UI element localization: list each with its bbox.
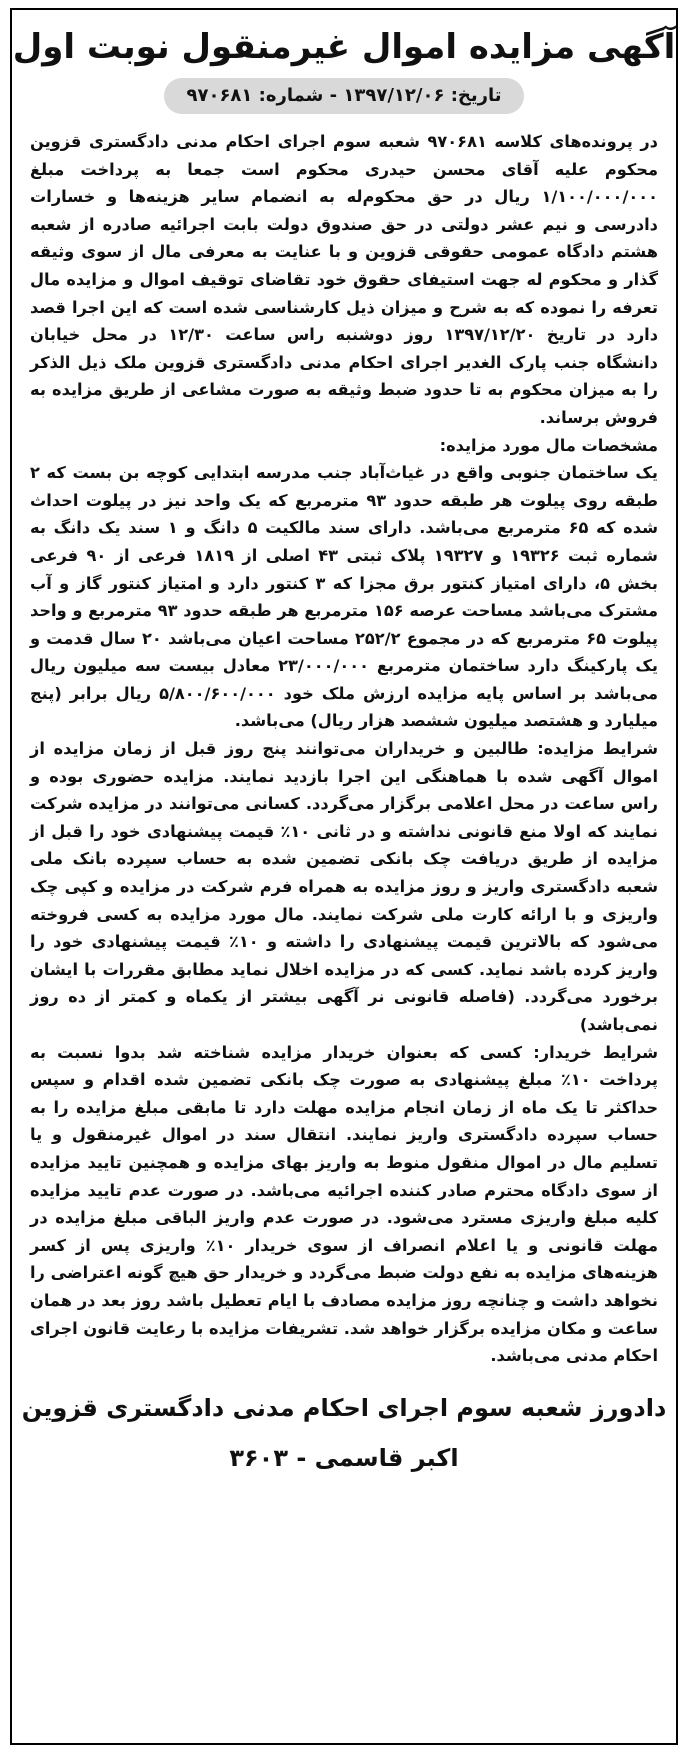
buyer-conditions: شرایط خریدار: کسی که بعنوان خریدار مزایده شناخته شد بدوا نسبت به پرداخت ۱۰٪ مبلغ پیشنهادی به صورت چک بانکی تضمین شده اقدام و سپس حداکثر تا یک ماه از زمان انجام مزایده مهلت دارد تا مابقی مبلغ مزایده را به حساب سپرده دادگستری واریز نمایند. انتقال سند در اموال غیرمنقول و یا تسلیم مال در اموال منقول منوط به واریز بهای مزایده و همچنین تایید مزایده از سوی دادگاه محترم صادر کننده اجرائیه می‌باشد. در صورت عدم تایید مزایده کلیه مبلغ واریزی مسترد می‌شود. در صورت عدم واریز الباقی مبلغ مزایده در مهلت قانونی و یا اعلام انصراف از سوی خریدار ۱۰٪ واریزی پس از کسر هزینه‌های مزایده به نفع دولت ضبط می‌گردد و خریدار حق هیچ گونه اعتراضی را نخواهد داشت و چنانچه روز مزایده مصادف با ایام تعطیل باشد روز بعد در همان ساعت و مکان مزایده برگزار خواهد شد. تشریفات مزایده با رعایت قانون اجرای احکام مدنی می‌باشد.: [30, 1042, 658, 1366]
property-description: یک ساختمان جنوبی واقع در غیاث‌آباد جنب مدرسه ابتدایی کوچه بن بست که ۲ طبقه روی پیلوت هر طبقه حدود ۹۳ مترمربع که یک واحد نیز در پیلوت احداث شده که ۶۵ مترمربع می‌باشد. دارای سند مالکیت ۵ دانگ و ۱ سند یک دانگ به شماره ثبت ۱۹۳۲۶ و ۱۹۳۲۷ پلاک ثبتی ۴۳ اصلی از ۱۸۱۹ فرعی از ۹۰ فرعی بخش ۵، دارای امتیاز کنتور برق مجزا که ۳ کنتور دارد و امتیاز کنتور گاز و آب مشترک می‌باشد مساحت عرصه ۱۵۶ مترمربع هر طبقه حدود ۹۳ مترمربع و واحد پیلوت ۶۵ مترمربع که در مجموع ۲۵۲/۲ مساحت اعیان می‌باشد ۲۰ سال قدمت و یک پارکینگ دارد ساختمان مترمربع ۲۳/۰۰۰/۰۰۰ معادل بیست سه میلیون ریال می‌باشد بر اساس پایه مزایده ارزش ملک خود ۵/۸۰۰/۶۰۰/۰۰۰ ریال برابر (پنج میلیارد و هشتصد میلیون ششصد هزار ریال) می‌باشد.: [30, 463, 659, 731]
case-paragraph: در پرونده‌های کلاسه ۹۷۰۶۸۱ شعبه سوم اجرای احکام مدنی دادگستری قزوین محکوم علیه آقای محسن حیدری محکوم است جمعا به پرداخت مبلغ ۱/۱۰۰/۰۰۰/۰۰۰ ریال در حق محکوم‌له به انضمام سایر هزینه‌ها و خسارات دادرسی و نیم عشر دولتی در حق صندوق دولت بابت اجرائیه صادره از شعبه هشتم دادگاه عمومی حقوقی قزوین و با عنایت به معرفی مال از سوی وثیقه گذار و محکوم له جهت استیفای حقوق خود تقاضای توقیف اموال و مزایده مال تعرفه را نموده که به شرح و میزان ذیل کارشناسی شده است که این اجرا قصد دارد در تاریخ ۱۳۹۷/۱۲/۲۰ روز دوشنبه راس ساعت ۱۲/۳۰ در محل خیابان دانشگاه جنب پارک الغدیر اجرای احکام مدنی دادگستری قزوین ملک ذیل الذکر را به میزان محکوم به تا حدود ضبط وثیقه به صورت مشاعی از طریق مزایده به فروش برساند.: [30, 132, 659, 427]
issuing-office: دادورز شعبه سوم اجرای احکام مدنی دادگستری قزوین: [21, 1393, 667, 1422]
notice-body: [30, 128, 658, 1370]
date-number-badge: تاریخ: ۱۳۹۷/۱۲/۰۶ - شماره: ۹۷۰۶۸۱: [164, 78, 523, 114]
notice-meta-wrapper: [12, 78, 676, 114]
notice-title: آگهی مزایده اموال غیرمنقول نوبت اول: [12, 27, 676, 67]
notice-frame: [10, 8, 678, 1745]
signature-block: [12, 1388, 676, 1478]
signatory-name: اکبر قاسمی - ۳۶۰۳: [229, 1443, 459, 1472]
property-heading: مشخصات مال مورد مزایده:: [439, 435, 658, 455]
auction-conditions: شرایط مزایده: طالبین و خریداران می‌توانند پنج روز قبل از زمان مزایده از اموال آگهی شده با هماهنگی این اجرا بازدید نمایند. مزایده حضوری بوده و راس ساعت در محل اعلامی برگزار می‌گردد. کسانی می‌توانند در مزایده شرکت نمایند که اولا منع قانونی نداشته و در ثانی ۱۰٪ قیمت پیشنهادی خود را قبل از مزایده از طریق دریافت چک بانکی تضمین شده به حساب سپرده بانک ملی شعبه دادگستری واریز و روز مزایده به همراه فرم شرکت در مزایده و کپی چک واریزی و با ارائه کارت ملی شرکت نمایند. مال مورد مزایده به کسی فروخته می‌شود که بالاترین قیمت پیشنهادی را داشته و ۱۰٪ قیمت پیشنهادی خود را واریز کرده باشد نماید. کسی که در مزایده اخلال نماید مطابق مقررات با ایشان برخورد می‌گردد. (فاصله قانونی نر آگهی بیشتر از یکماه و کمتر از ده روز نمی‌باشد): [30, 739, 659, 1034]
